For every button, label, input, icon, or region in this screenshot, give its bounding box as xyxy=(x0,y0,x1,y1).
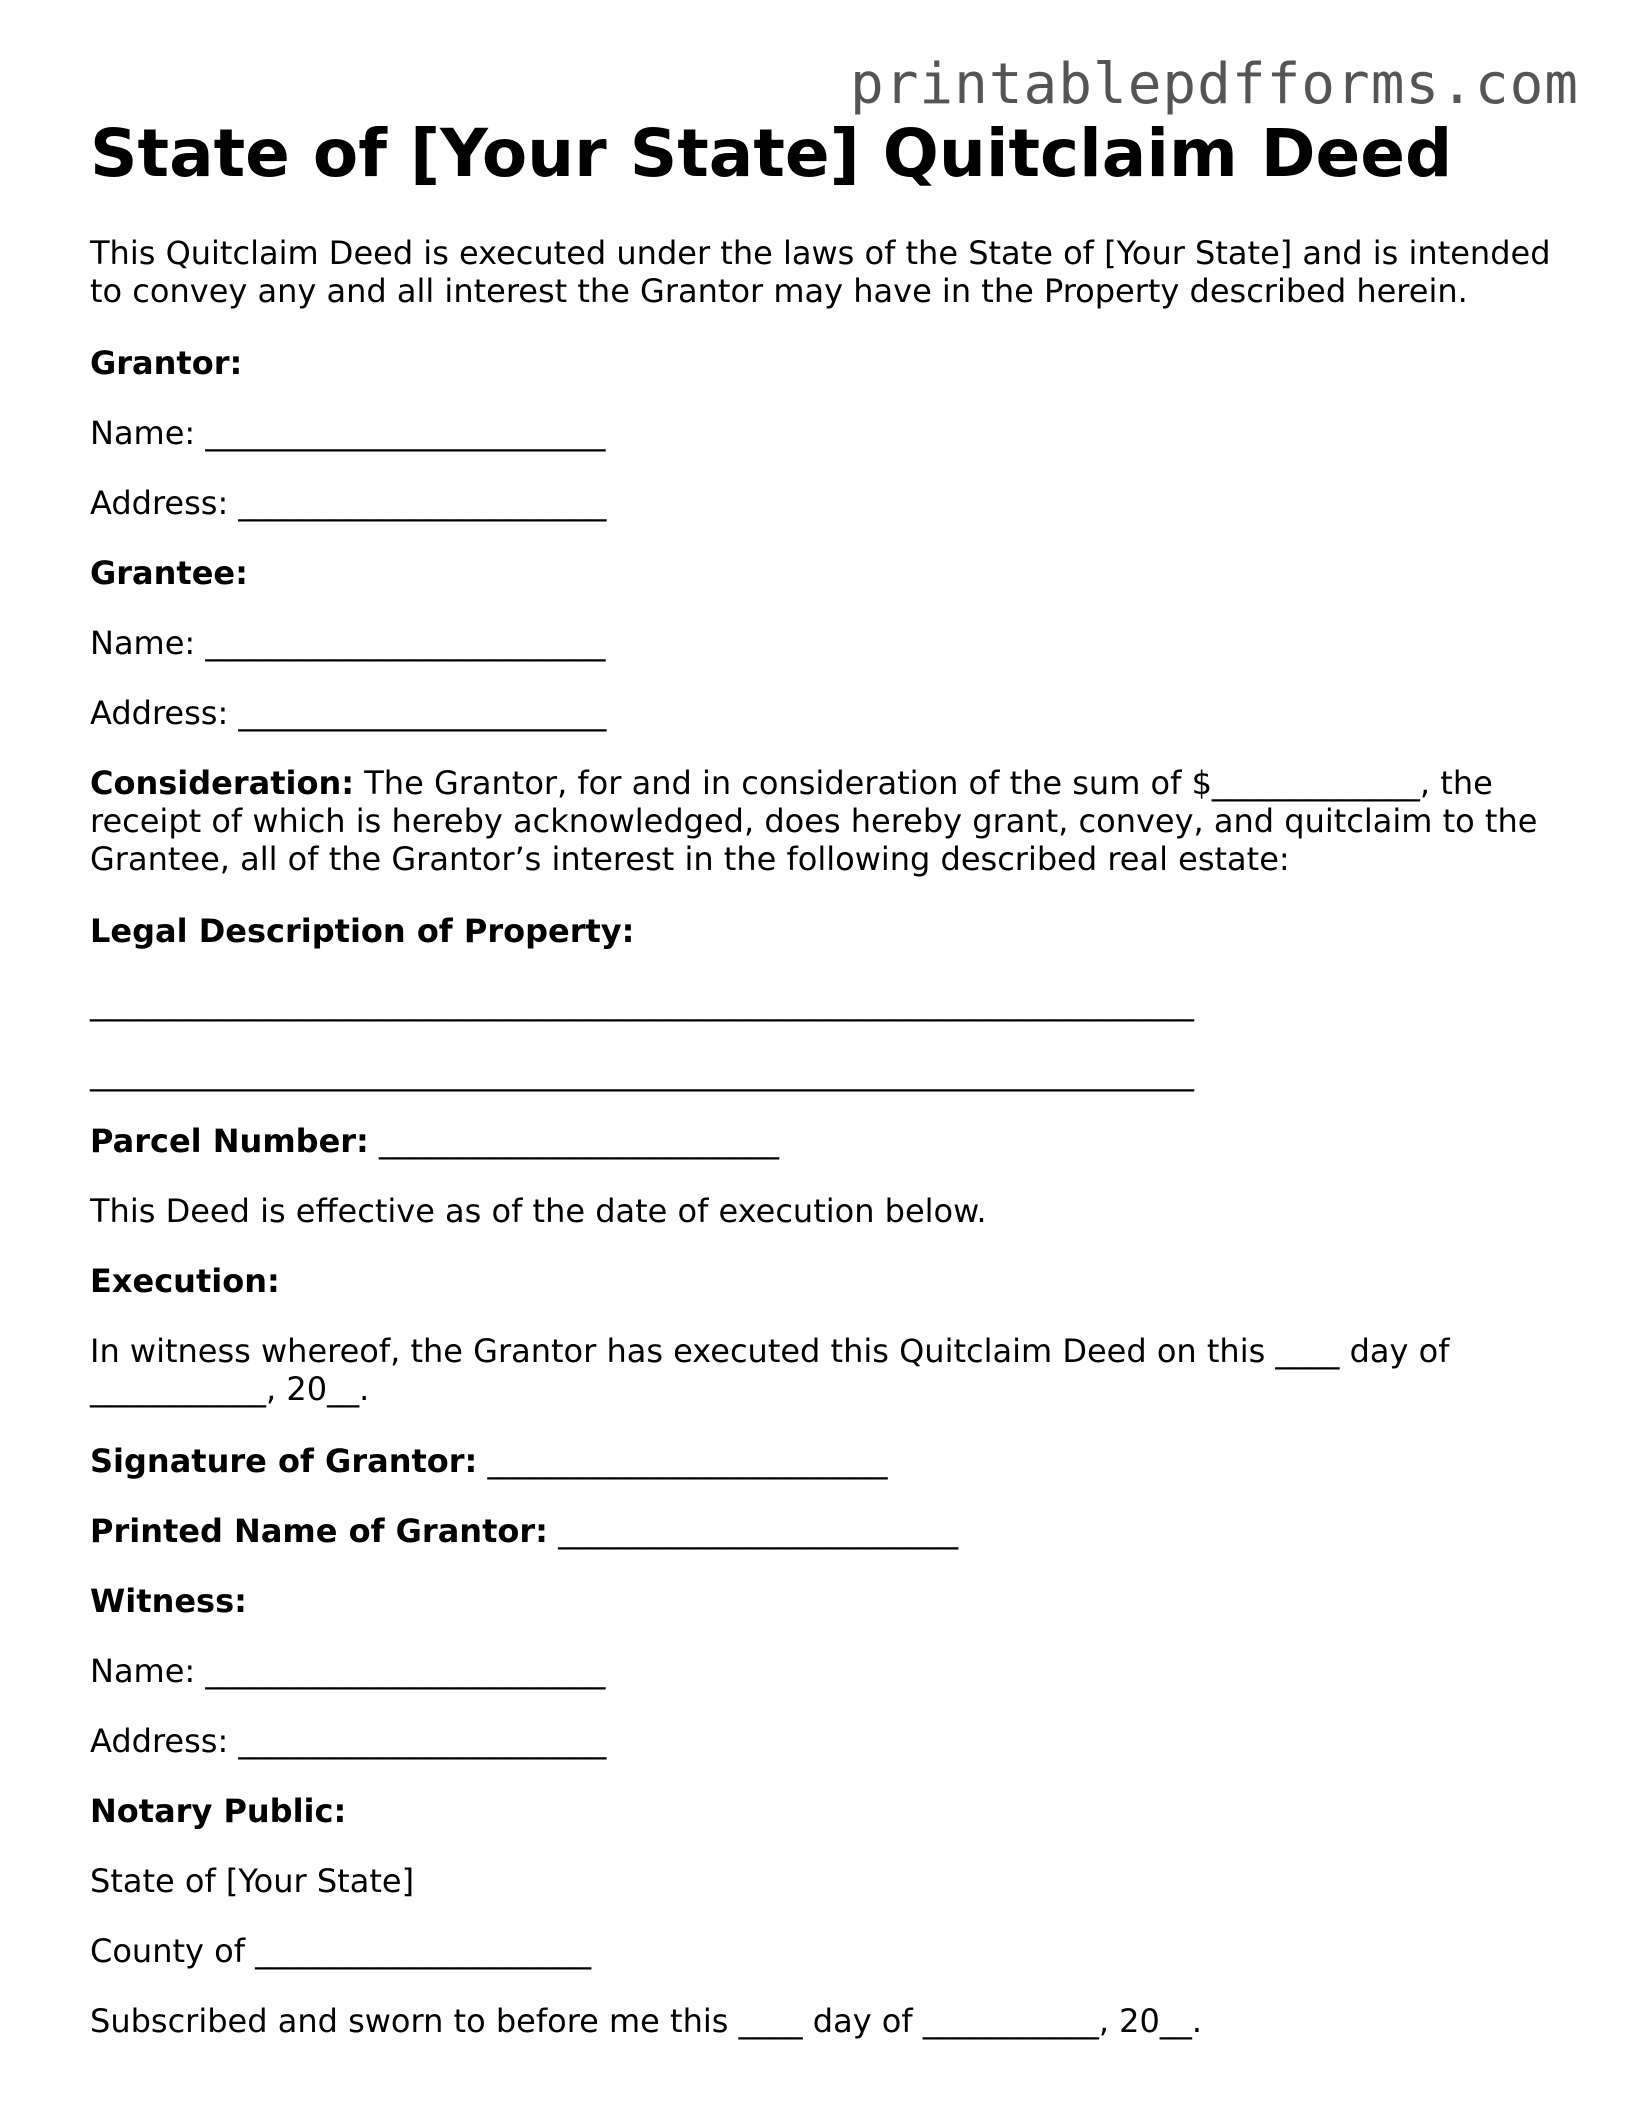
notary-subscribed-line: Subscribed and sworn to before me this ____ day of ___________, 20__. xyxy=(90,2002,1203,2040)
grantor-heading: Grantor: xyxy=(90,344,243,382)
consideration-line-2: receipt of which is hereby acknowledged, does hereby grant, convey, and quitclaim to the xyxy=(90,802,1538,840)
page-title: State of [Your State] Quitclaim Deed xyxy=(90,115,1453,192)
printed-name-of-grantor-label: Printed Name of Grantor: xyxy=(90,1512,548,1550)
execution-line-2: ___________, 20__. xyxy=(90,1370,370,1408)
notary-state: State of [Your State] xyxy=(90,1862,415,1900)
legal-description-heading: Legal Description of Property: xyxy=(90,912,635,950)
legal-description-blank-2: _____________________________________________________________________ xyxy=(90,1054,1194,1092)
signature-of-grantor-field xyxy=(90,1442,888,1480)
grantee-name-field: Name: _________________________ xyxy=(90,624,606,662)
intro-line-2: to convey any and all interest the Grantor may have in the Property described herein. xyxy=(90,272,1468,310)
parcel-number-label: Parcel Number: xyxy=(90,1122,369,1160)
parcel-number-field xyxy=(90,1122,779,1160)
witness-name-field: Name: _________________________ xyxy=(90,1652,606,1690)
notary-heading: Notary Public: xyxy=(90,1792,347,1830)
parcel-number-blank: _________________________ xyxy=(368,1122,780,1160)
witness-heading: Witness: xyxy=(90,1582,247,1620)
grantee-heading: Grantee: xyxy=(90,554,248,592)
grantor-name-field: Name: _________________________ xyxy=(90,414,606,452)
intro-line-1: This Quitclaim Deed is executed under the laws of the State of [Your State] and is intended xyxy=(90,234,1551,272)
printed-name-of-grantor-field xyxy=(90,1512,958,1550)
consideration-line-1 xyxy=(90,764,1493,802)
consideration-label: Consideration: xyxy=(90,764,355,802)
effective-statement: This Deed is effective as of the date of execution below. xyxy=(90,1192,987,1230)
signature-of-grantor-label: Signature of Grantor: xyxy=(90,1442,478,1480)
legal-description-blank-1: _____________________________________________________________________ xyxy=(90,984,1194,1022)
grantee-address-field: Address: _______________________ xyxy=(90,694,607,732)
consideration-text: The Grantor, for and in consideration of the sum of $_____________, the xyxy=(354,764,1493,802)
witness-address-field: Address: _______________________ xyxy=(90,1722,607,1760)
execution-heading: Execution: xyxy=(90,1262,280,1300)
consideration-line-3: Grantee, all of the Grantor’s interest in the following described real estate: xyxy=(90,840,1290,878)
watermark: printablepdfforms.com xyxy=(849,52,1579,117)
notary-county-field: County of _____________________ xyxy=(90,1932,592,1970)
printed-name-of-grantor-blank: _________________________ xyxy=(547,1512,959,1550)
execution-line-1: In witness whereof, the Grantor has executed this Quitclaim Deed on this ____ day of xyxy=(90,1332,1450,1370)
grantor-address-field: Address: _______________________ xyxy=(90,484,607,522)
signature-of-grantor-blank: _________________________ xyxy=(477,1442,888,1480)
